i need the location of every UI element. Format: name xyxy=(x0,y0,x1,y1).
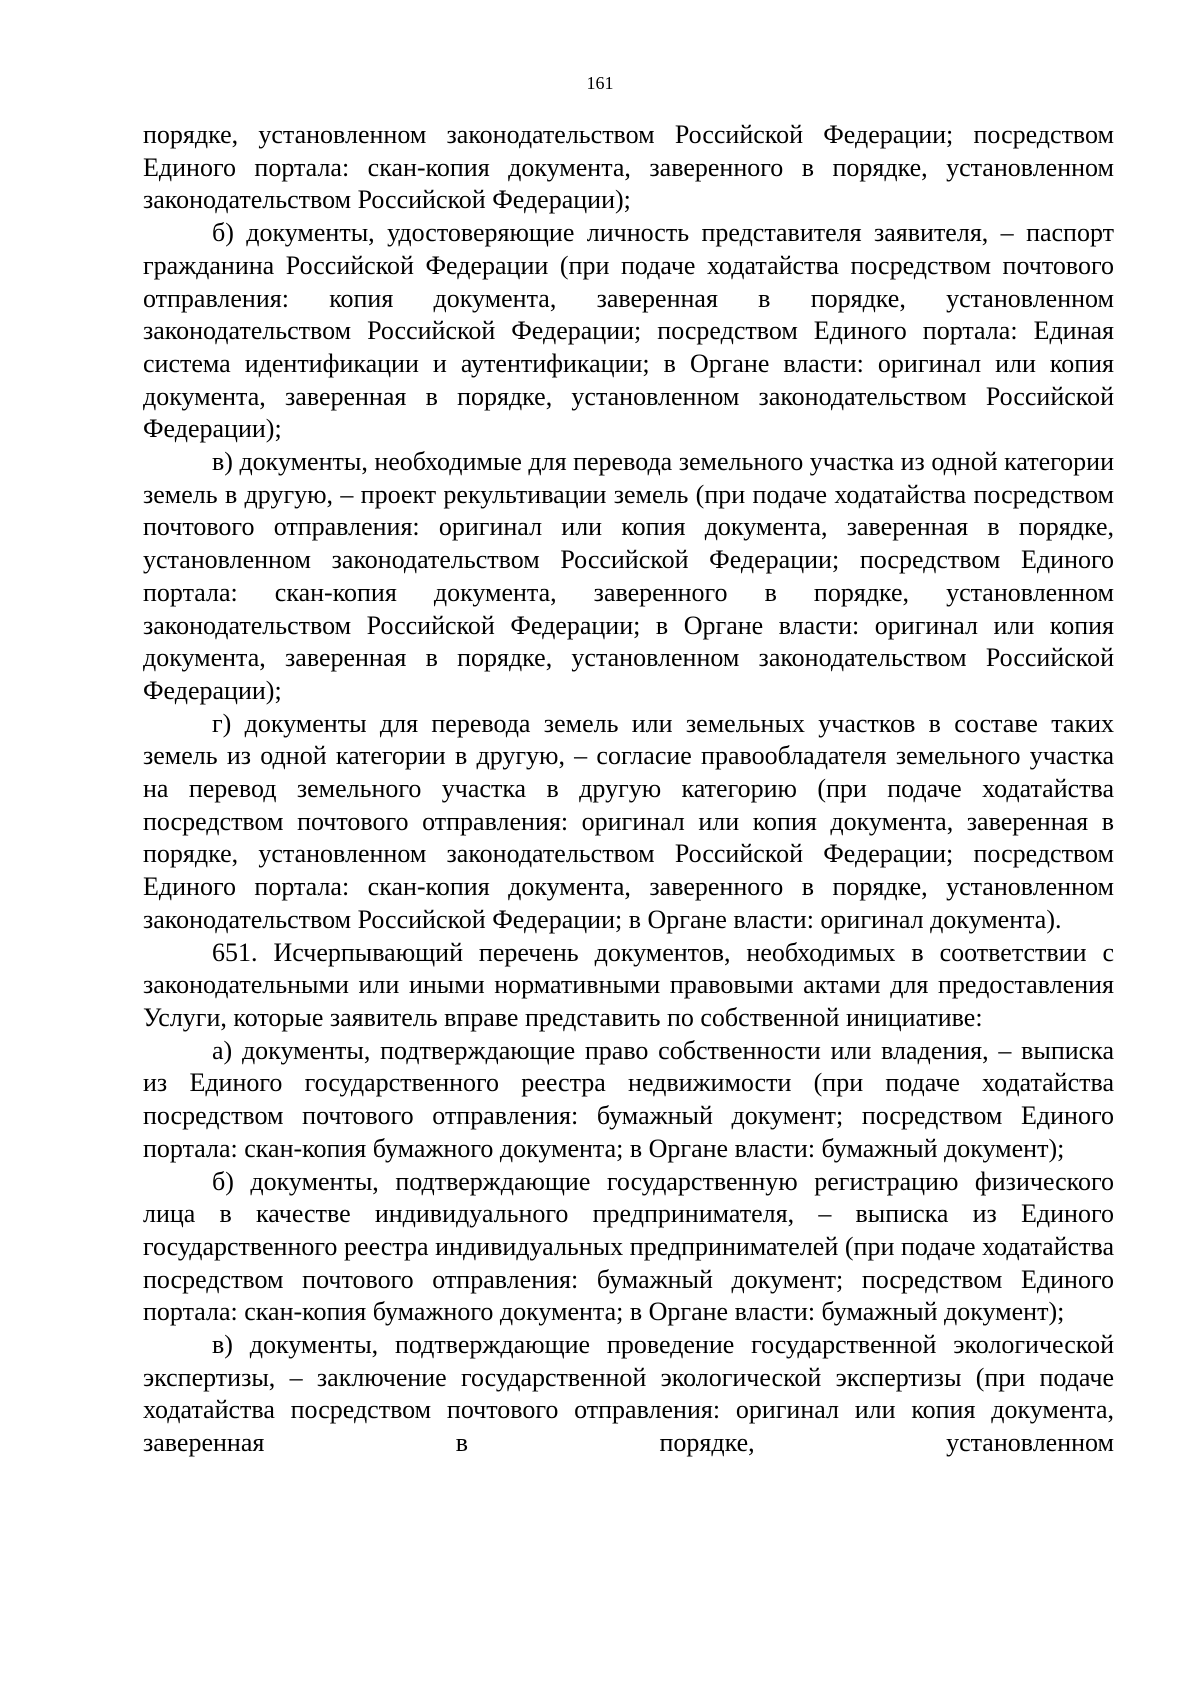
paragraph-item-g-owner-consent: г) документы для перевода земель или земельных участков в составе таких земель из одной категории в другую, – согласие правообладателя земельного участка на перевод земельного участка в другую категорию (при подаче ходатайства посредством почтового отправления: оригинал или копия документа, заверенная в порядке, установленном законодательством Российской Федерации; посредством Единого портала: скан-копия документа, заверенного в порядке, установленном законодательством Российской Федерации; в Органе власти: оригинал документа). xyxy=(143,708,1114,934)
page-number: 161 xyxy=(586,73,614,93)
paragraph-item-v-ecological-expertise: в) документы, подтверждающие проведение государственной экологической экспертизы, – заключение государственной экологической экспертизы (при подаче ходатайства посредством почтового отправления: оригинал или копия документа, заверенная в порядке, установленном xyxy=(143,1330,1114,1458)
paragraph-651-heading: 651. Исчерпывающий перечень документов, необходимых в соответствии с законодательными или иными нормативными правовыми актами для предоставления Услуги, которые заявитель вправе представить по собственной инициативе: xyxy=(143,937,1114,1032)
paragraph-item-v-recultivation-project: в) документы, необходимые для перевода земельного участка из одной категории земель в другую, – проект рекультивации земель (при подаче ходатайства посредством почтового отправления: оригинал или копия документа, заверенная в порядке, установленном законодательством Российской Федерации; посредством Единого портала: скан-копия документа, заверенного в порядке, установленном законодательством Российской Федерации; в Органе власти: оригинал или копия документа, заверенная в порядке, установленном законодательством Российской Федерации); xyxy=(143,447,1114,705)
paragraph-item-a-property-extract: а) документы, подтверждающие право собственности или владения, – выписка из Единого государственного реестра недвижимости (при подаче ходатайства посредством почтового отправления: бумажный документ; посредством Единого портала: скан-копия бумажного документа; в Органе власти: бумажный документ); xyxy=(143,1035,1114,1163)
paragraph-item-b-representative-id: б) документы, удостоверяющие личность представителя заявителя, – паспорт гражданина Российской Федерации (при подаче ходатайства посредством почтового отправления: копия документа, заверенная в порядке, установленном законодательством Российской Федерации; посредством Единого портала: Единая система идентификации и аутентификации; в Органе власти: оригинал или копия документа, заверенная в порядке, установленном законодательством Российской Федерации); xyxy=(143,218,1114,444)
paragraph-item-b-entrepreneur-extract: б) документы, подтверждающие государственную регистрацию физического лица в качестве индивидуального предпринимателя, – выписка из Единого государственного реестра индивидуальных предпринимателей (при подаче ходатайства посредством почтового отправления: бумажный документ; посредством Единого портала: скан-копия бумажного документа; в Органе власти: бумажный документ); xyxy=(143,1166,1114,1327)
paragraph-continuation: порядке, установленном законодательством Российской Федерации; посредством Единого портала: скан-копия документа, заверенного в порядке, установленном законодательством Российской Федерации); xyxy=(143,120,1114,215)
document-body xyxy=(143,119,1114,1460)
